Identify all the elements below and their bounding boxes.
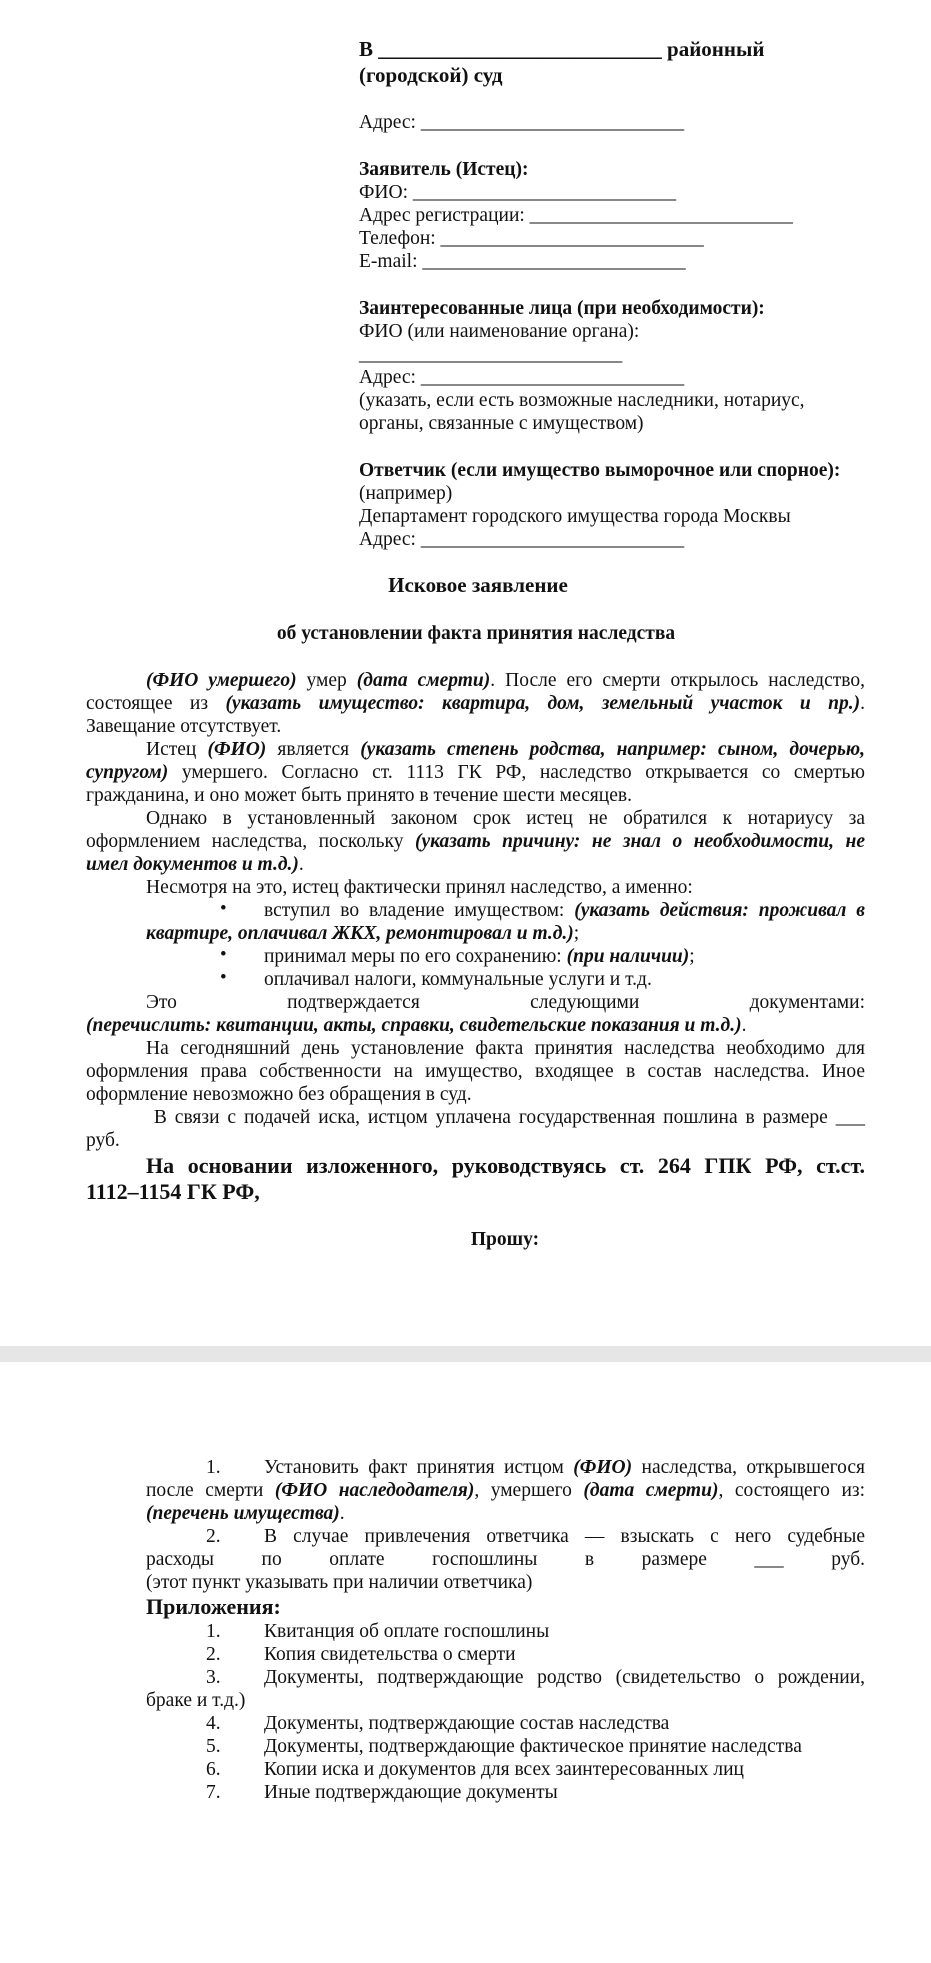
para-1-line-1: (ФИО умершего) умер (дата смерти). После его смерти открылось наследство,: [146, 670, 865, 691]
bullet-2-marker: •: [220, 944, 227, 965]
applicant-phone: Телефон: ___________________________: [359, 228, 704, 249]
para-4-line-1: Несмотря на это, истец фактически принял наследство, а именно:: [146, 877, 693, 898]
request-1-line-2: после смерти (ФИО наследодателя), умершего (дата смерти), состоящего из:: [146, 1480, 866, 1501]
attachment-6-text: Копии иска и документов для всех заинтересованных лиц: [264, 1759, 744, 1780]
bullet-3-marker: •: [220, 967, 227, 988]
bullet-2-line: принимал меры по его сохранению: (при наличии);: [264, 946, 695, 967]
document-page-2: [0, 1362, 931, 1963]
attachments-title: Приложения:: [146, 1594, 281, 1619]
para-1-line-2: состоящее из (указать имущество: квартира, дом, земельный участок и пр.).: [86, 693, 865, 714]
interested-title: Заинтересованные лица (при необходимости):: [359, 298, 765, 319]
basis-line-2: 1112–1154 ГК РФ,: [86, 1179, 260, 1204]
page-separator: [0, 1346, 931, 1362]
attachment-7-text: Иные подтверждающие документы: [264, 1782, 558, 1803]
attachment-6-number: 6.: [206, 1759, 221, 1780]
interested-address: Адрес: ___________________________: [359, 367, 685, 388]
applicant-registration: Адрес регистрации: ___________________________: [359, 205, 793, 226]
defendant-name: Департамент городского имущества города Москвы: [359, 506, 791, 527]
attachment-3-continuation: браке и т.д.): [146, 1690, 246, 1711]
request-heading: Прошу:: [470, 1229, 540, 1250]
interested-fio: ФИО (или наименование органа):: [359, 321, 640, 342]
defendant-title: Ответчик (если имущество выморочное или спорное):: [359, 460, 841, 481]
court-line-2: (городской) суд: [359, 63, 503, 87]
interested-note-1: (указать, если есть возможные наследники, нотариус,: [359, 390, 805, 411]
para-3-line-1: Однако в установленный законом срок истец не обратился к нотариусу за: [146, 808, 865, 829]
para-6-line-2: оформления права собственности на имущество, входящее в состав наследства. Иное: [86, 1061, 865, 1082]
document-subtitle: об установлении факта принятия наследства: [276, 623, 676, 644]
attachment-3-number: 3.: [206, 1667, 221, 1688]
applicant-fio: ФИО: ___________________________: [359, 182, 677, 203]
para-5-line-2: (перечислить: квитанции, акты, справки, свидетельские показания и т.д.).: [86, 1015, 747, 1036]
attachment-1-text: Квитанция об оплате госпошлины: [264, 1621, 550, 1642]
para-7-line-1: В связи с подачей иска, истцом уплачена государственная пошлина в размере ___: [146, 1107, 865, 1128]
request-1-number: 1.: [206, 1457, 221, 1478]
para-1-line-3: Завещание отсутствует.: [86, 716, 282, 737]
para-5-line-1: Это подтверждается следующими документами:: [146, 992, 865, 1013]
request-2-line-2: расходы по оплате госпошлины в размере ___ руб.: [146, 1549, 865, 1570]
defendant-example: (например): [359, 483, 453, 504]
attachment-2-text: Копия свидетельства о смерти: [264, 1644, 516, 1665]
applicant-title: Заявитель (Истец):: [359, 159, 529, 180]
court-address: Адрес: ___________________________: [359, 112, 685, 133]
document-title: Исковое заявление: [388, 573, 568, 597]
request-1-line-1: Установить факт принятия истцом (ФИО) наследства, открывшегося: [264, 1457, 866, 1478]
bullet-1-marker: •: [220, 898, 227, 919]
attachment-5-text: Документы, подтверждающие фактическое принятие наследства: [264, 1736, 802, 1757]
interested-note-2: органы, связанные с имуществом): [359, 413, 644, 434]
defendant-address: Адрес: ___________________________: [359, 529, 685, 550]
request-2-line-1: В случае привлечения ответчика — взыскать с него судебные: [264, 1526, 865, 1547]
attachment-5-number: 5.: [206, 1736, 221, 1757]
court-line-1: В ___________________________ районный: [359, 37, 765, 61]
para-7-line-2: руб.: [86, 1130, 120, 1151]
applicant-email: E-mail: ___________________________: [359, 251, 686, 272]
bullet-1-line-2: квартире, оплачивал ЖКХ, ремонтировал и т.д.);: [146, 923, 580, 944]
para-6-line-1: На сегодняшний день установление факта принятия наследства необходимо для: [146, 1038, 865, 1059]
request-1-line-3: (перечень имущества).: [146, 1503, 345, 1524]
basis-line-1: На основании изложенного, руководствуясь ст. 264 ГПК РФ, ст.ст.: [146, 1153, 865, 1178]
request-2-number: 2.: [206, 1526, 221, 1547]
para-6-line-3: оформление невозможно без обращения в суд.: [86, 1084, 472, 1105]
bullet-3-line: оплачивал налоги, коммунальные услуги и т.д.: [264, 969, 652, 990]
attachment-4-number: 4.: [206, 1713, 221, 1734]
para-3-line-2: оформлением наследства, поскольку (указать причину: не знал о необходимости, не: [86, 831, 865, 852]
para-2-line-2: супругом) умершего. Согласно ст. 1113 ГК РФ, наследство открывается со смертью: [86, 762, 865, 783]
attachment-3-text: Документы, подтверждающие родство (свидетельство о рождении,: [264, 1667, 865, 1688]
interested-blank: ___________________________: [359, 344, 623, 365]
para-3-line-3: имел документов и т.д.).: [86, 854, 304, 875]
request-2-line-3: (этот пункт указывать при наличии ответчика): [146, 1572, 533, 1593]
para-2-line-1: Истец (ФИО) является (указать степень родства, например: сыном, дочерью,: [146, 739, 865, 760]
para-2-line-3: гражданина, и оно может быть принято в течение шести месяцев.: [86, 785, 632, 806]
attachment-1-number: 1.: [206, 1621, 221, 1642]
attachment-2-number: 2.: [206, 1644, 221, 1665]
attachment-7-number: 7.: [206, 1782, 221, 1803]
bullet-1-line-1: вступил во владение имуществом: (указать действия: проживал в: [264, 900, 865, 921]
attachment-4-text: Документы, подтверждающие состав наследства: [264, 1713, 670, 1734]
